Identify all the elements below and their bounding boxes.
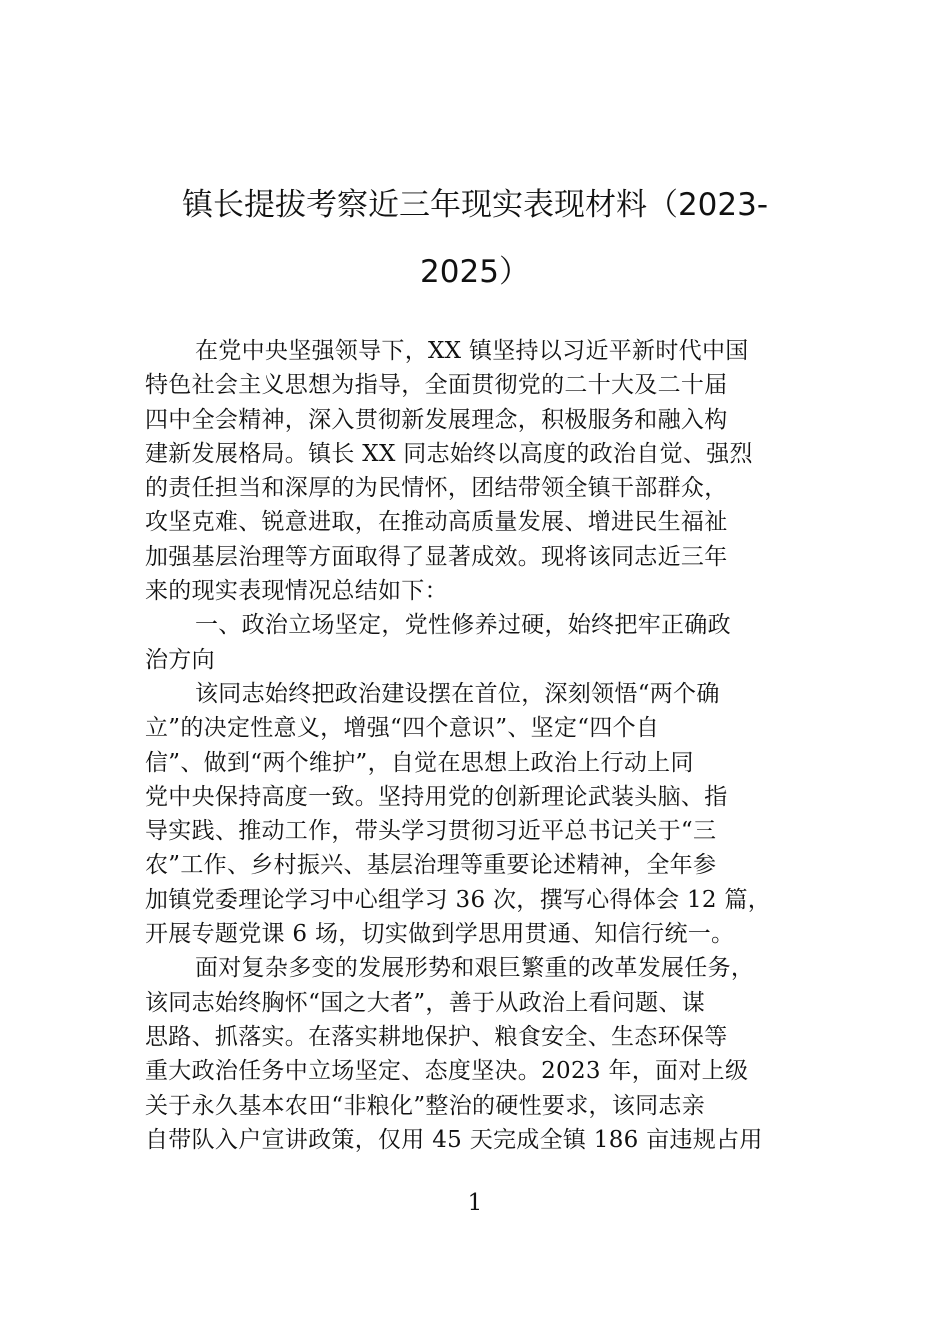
text-line: 重大政治任务中立场坚定、态度坚决。2023 年，面对上级 [145,1058,749,1085]
text-line: 来的现实表现情况总结如下： [145,578,448,605]
text-line: 立”的决定性意义，增强“四个意识”、坚定“四个自 [145,715,660,742]
heading-line: 一、政治立场坚定，党性修养过硬，始终把牢正确政 [195,612,731,639]
text-line: 建新发展格局。镇长 XX 同志始终以高度的政治自觉、强烈 [145,440,753,467]
text-line: 思路、抓落实。在落实耕地保护、粮食安全、生态环保等 [145,1023,728,1050]
text-line: 党中央保持高度一致。坚持用党的创新理论武装头脑、指 [145,783,728,810]
text-line: 的责任担当和深厚的为民情怀，团结带领全镇干部群众， [145,475,728,502]
text-line: 自带队入户宣讲政策，仅用 45 天完成全镇 186 亩违规占用 [145,1126,763,1153]
title-line: 镇长提拔考察近三年现实表现材料（2023- [181,187,769,223]
text-line: 攻坚克难、锐意进取，在推动高质量发展、增进民生福祉 [145,509,728,536]
text-line: 面对复杂多变的发展形势和艰巨繁重的改革发展任务， [195,955,755,982]
text-line: 农”工作、乡村振兴、基层治理等重要论述精神，全年参 [145,852,717,879]
section-heading [145,608,810,677]
text-line: 在党中央坚强领导下，XX 镇坚持以习近平新时代中国 [195,338,749,364]
title-line: 2025） [420,254,530,290]
text-line: 四中全会精神，深入贯彻新发展理念，积极服务和融入构 [145,406,728,433]
text-line: 加强基层治理等方面取得了显著成效。现将该同志近三年 [145,543,728,570]
text-line: 该同志始终把政治建设摆在首位，深刻领悟“两个确 [195,680,720,707]
text-line: 导实践、推动工作，带头学习贯彻习近平总书记关于“三 [145,818,717,845]
text-line: 该同志始终胸怀“国之大者”，善于从政治上看问题、谋 [145,989,706,1016]
body-paragraph [145,951,810,1157]
text-line: 信”、做到“两个维护”，自觉在思想上政治上行动上同 [145,749,694,776]
heading-line: 治方向 [145,646,215,673]
text-line: 特色社会主义思想为指导，全面贯彻党的二十大及二十届 [145,372,728,399]
intro-paragraph [145,334,810,608]
body-paragraph [145,677,810,951]
document-title [140,172,810,306]
text-line: 开展专题党课 6 场，切实做到学思用贯通、知信行统一。 [145,921,735,948]
text-line: 加镇党委理论学习中心组学习 36 次，撰写心得体会 12 篇， [145,886,772,913]
page-number: 1 [467,1190,483,1216]
document-body [145,334,810,1157]
text-line: 关于永久基本农田“非粮化”整治的硬性要求，该同志亲 [145,1092,706,1119]
